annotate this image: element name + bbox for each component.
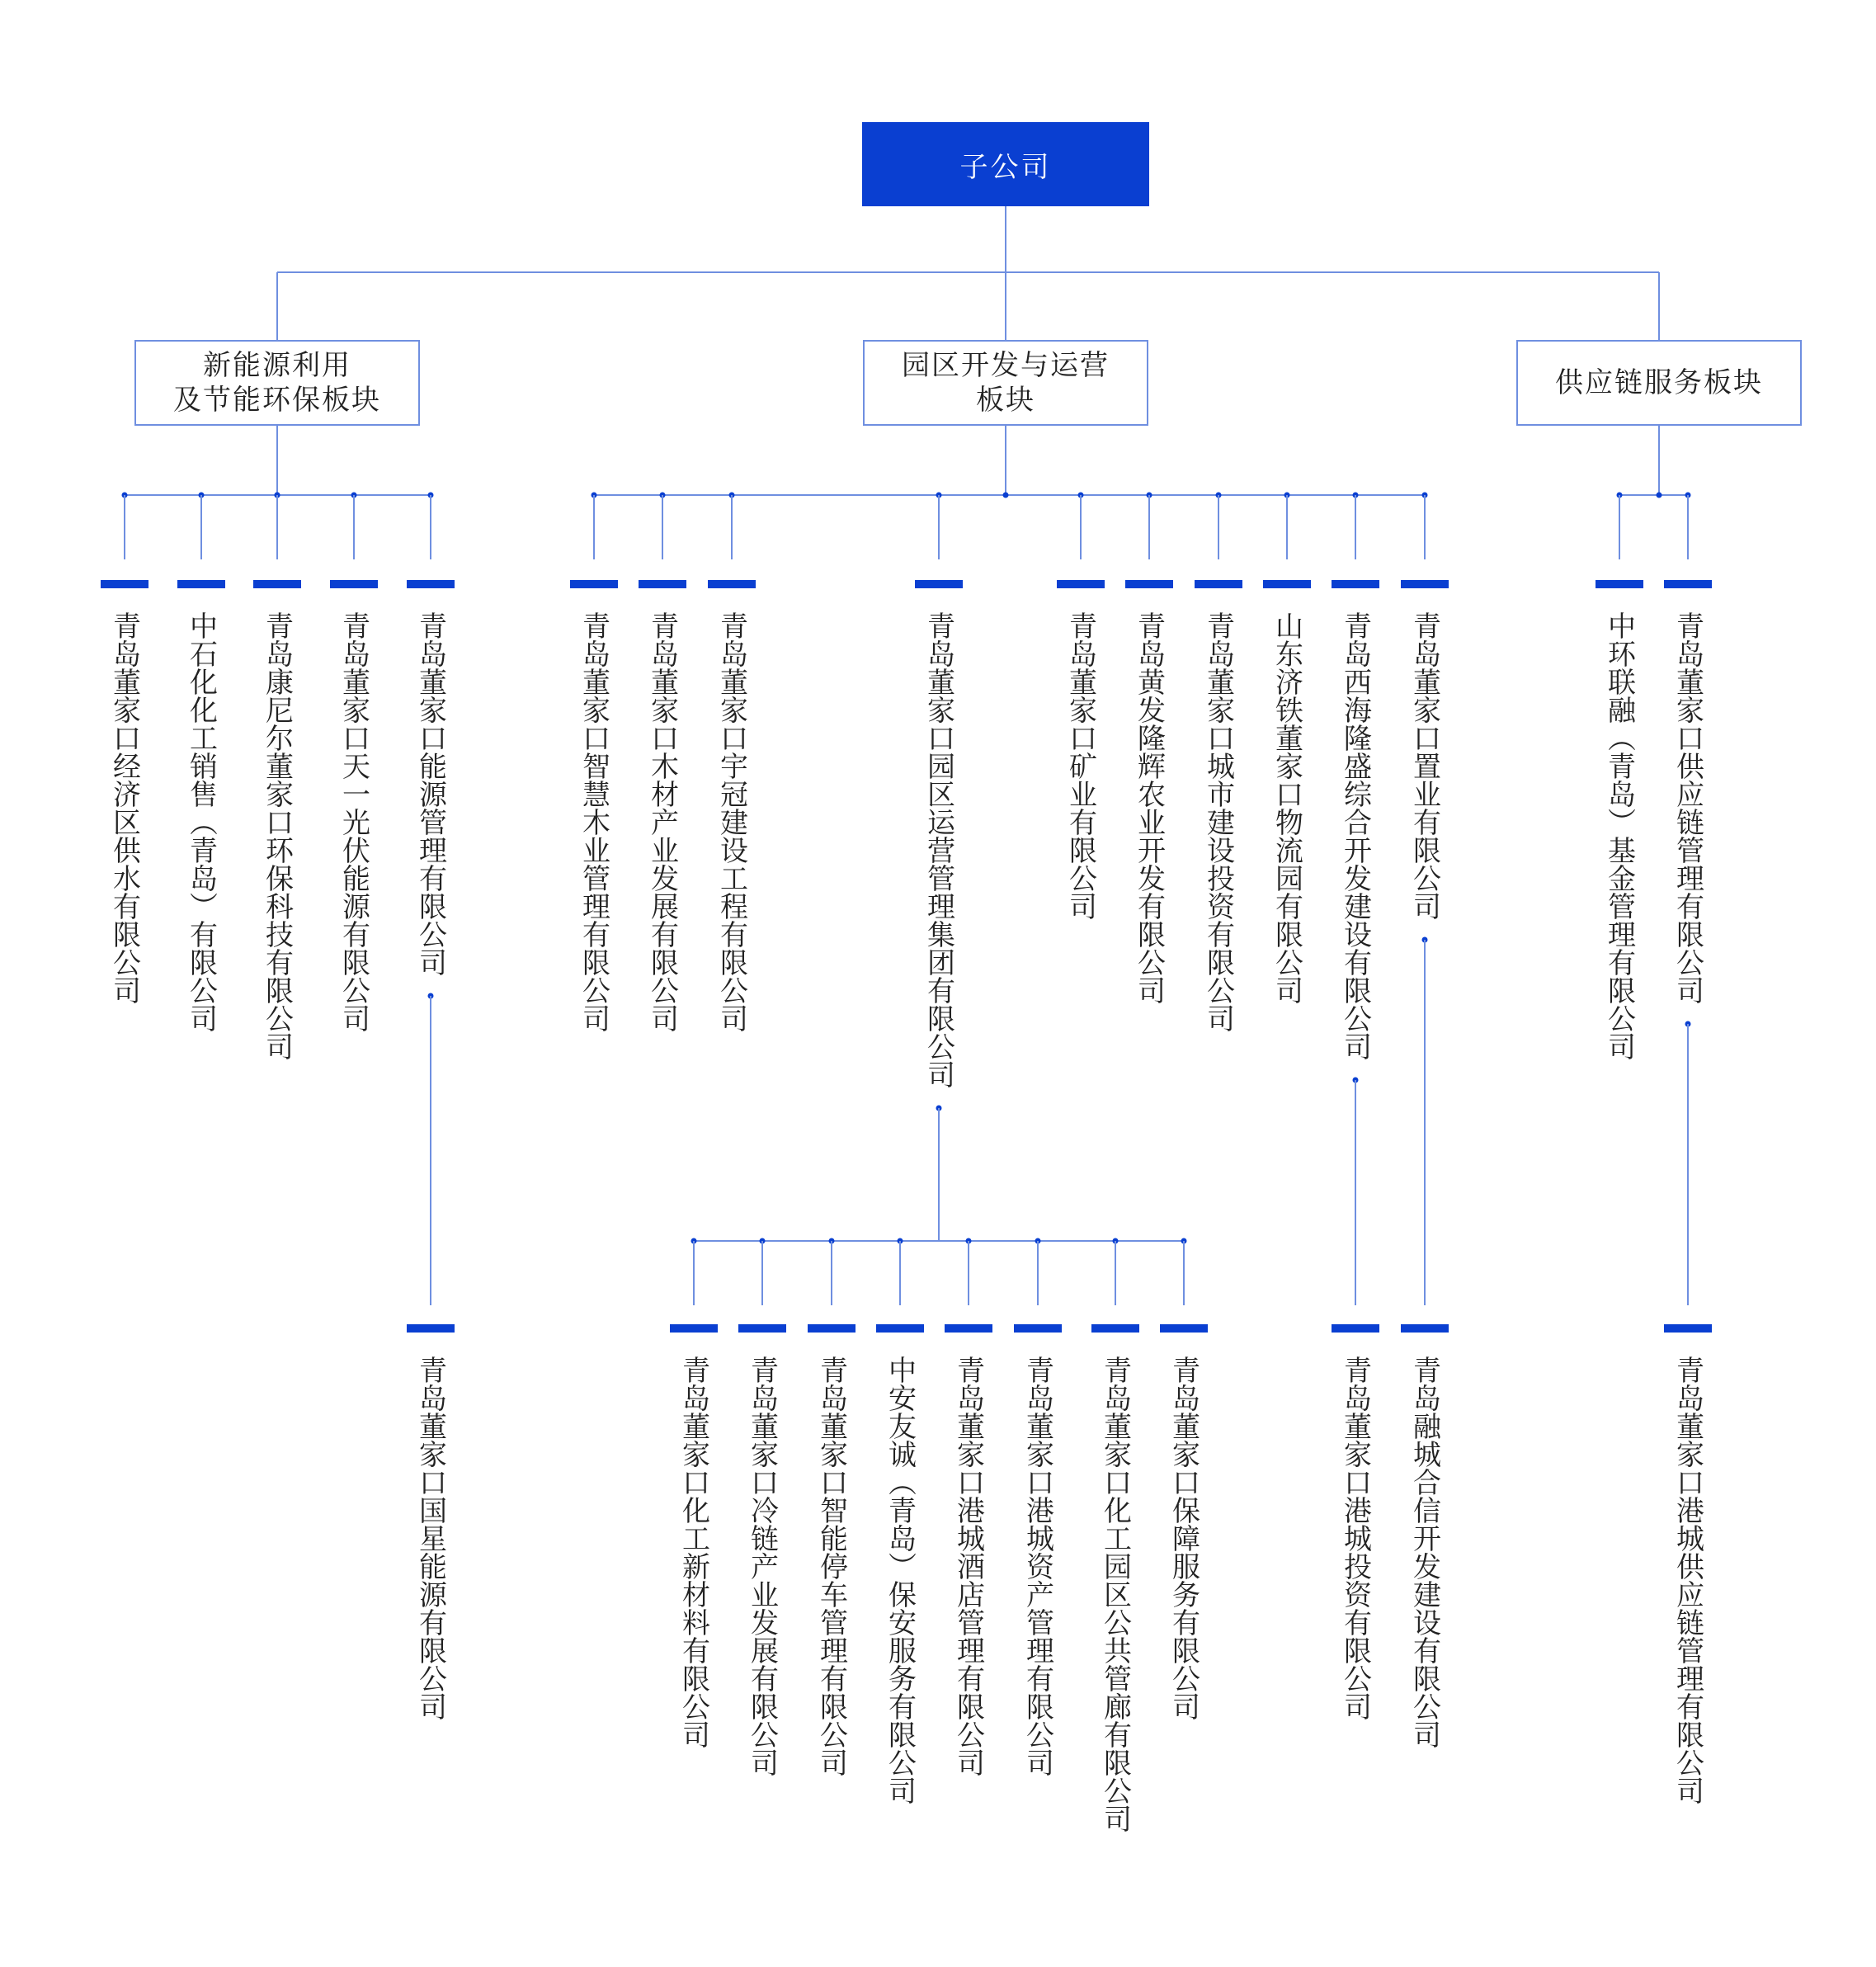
company-name: 青岛董家口能源管理有限公司	[413, 611, 447, 976]
company-marker-bar	[1664, 580, 1712, 588]
company-node	[1195, 580, 1242, 1032]
company-name: 青岛董家口化工园区公共管廊有限公司	[1098, 1356, 1132, 1833]
segment-box-2	[1516, 340, 1802, 426]
company-name: 青岛董家口置业有限公司	[1407, 611, 1441, 920]
company-marker-bar	[1014, 1324, 1062, 1333]
company-marker-bar	[808, 1324, 856, 1333]
company-name: 中安友诚（青岛）保安服务有限公司	[883, 1356, 917, 1804]
company-name: 青岛康尼尔董家口环保科技有限公司	[260, 611, 294, 1060]
company-name: 青岛董家口城市建设投资有限公司	[1201, 611, 1235, 1032]
company-name: 青岛董家口园区运营管理集团有限公司	[922, 611, 955, 1088]
segment-box-1	[863, 340, 1148, 426]
company-marker-bar	[1664, 1324, 1712, 1333]
company-node	[1664, 580, 1712, 1004]
subsidiary-node	[1091, 1324, 1139, 1833]
company-marker-bar	[670, 1324, 718, 1333]
company-name: 青岛董家口智能停车管理有限公司	[814, 1356, 848, 1776]
subsidiary-node	[945, 1324, 992, 1776]
company-marker-bar	[101, 580, 148, 588]
company-marker-bar	[1332, 1324, 1379, 1333]
company-node	[1596, 580, 1643, 1060]
root-node-label: 子公司	[959, 150, 1052, 184]
company-name: 青岛董家口保障服务有限公司	[1167, 1356, 1200, 1720]
company-name: 青岛董家口经济区供水有限公司	[107, 611, 141, 1004]
segment-box-0	[134, 340, 420, 426]
segment-label: 新能源利用 及节能环保板块	[173, 349, 381, 417]
company-marker-bar	[407, 1324, 455, 1333]
company-name: 青岛融城合信开发建设有限公司	[1407, 1356, 1441, 1748]
subsidiary-node	[738, 1324, 786, 1776]
company-marker-bar	[738, 1324, 786, 1333]
company-name: 青岛董家口冷链产业发展有限公司	[745, 1356, 779, 1776]
company-name: 青岛黄发隆辉农业开发有限公司	[1132, 611, 1166, 1004]
company-name: 青岛董家口港城资产管理有限公司	[1020, 1356, 1054, 1776]
company-marker-bar	[1091, 1324, 1139, 1333]
subsidiary-node	[670, 1324, 718, 1748]
subsidiary-node	[407, 1324, 455, 1720]
company-node	[253, 580, 301, 1060]
company-marker-bar	[639, 580, 686, 588]
company-name: 青岛董家口化工新材料有限公司	[676, 1356, 710, 1748]
company-node	[915, 580, 963, 1088]
company-marker-bar	[177, 580, 225, 588]
company-marker-bar	[1401, 1324, 1449, 1333]
company-marker-bar	[915, 580, 963, 588]
company-node	[177, 580, 225, 1032]
subsidiary-node	[1401, 1324, 1449, 1748]
company-node	[708, 580, 756, 1032]
company-marker-bar	[570, 580, 618, 588]
company-name: 青岛董家口木材产业发展有限公司	[645, 611, 679, 1032]
subsidiary-node	[876, 1324, 924, 1804]
company-marker-bar	[1125, 580, 1173, 588]
company-node	[407, 580, 455, 976]
company-marker-bar	[1596, 580, 1643, 588]
company-name: 青岛董家口港城投资有限公司	[1338, 1356, 1372, 1720]
bus-junction-dot	[1003, 493, 1009, 498]
subsidiary-node	[808, 1324, 856, 1776]
company-name: 山东济铁董家口物流园有限公司	[1270, 611, 1303, 1004]
company-marker-bar	[253, 580, 301, 588]
company-marker-bar	[1332, 580, 1379, 588]
company-node	[1401, 580, 1449, 920]
company-node	[570, 580, 618, 1032]
company-marker-bar	[1195, 580, 1242, 588]
company-marker-bar	[1263, 580, 1311, 588]
company-name: 青岛董家口智慧木业管理有限公司	[577, 611, 610, 1032]
company-marker-bar	[945, 1324, 992, 1333]
company-name: 中环联融（青岛）基金管理有限公司	[1602, 611, 1636, 1060]
company-name: 青岛董家口宇冠建设工程有限公司	[714, 611, 748, 1032]
company-node	[1332, 580, 1379, 1060]
company-marker-bar	[876, 1324, 924, 1333]
company-name: 青岛董家口天一光伏能源有限公司	[337, 611, 370, 1032]
company-node	[639, 580, 686, 1032]
company-marker-bar	[330, 580, 378, 588]
company-name: 青岛董家口供应链管理有限公司	[1671, 611, 1704, 1004]
company-name: 青岛西海隆盛综合开发建设有限公司	[1338, 611, 1372, 1060]
company-name: 青岛董家口矿业有限公司	[1063, 611, 1097, 920]
subsidiary-node	[1160, 1324, 1208, 1720]
company-name: 青岛董家口国星能源有限公司	[413, 1356, 447, 1720]
company-node	[1125, 580, 1173, 1004]
segment-label: 供应链服务板块	[1555, 366, 1763, 399]
company-name: 中石化化工销售（青岛）有限公司	[184, 611, 218, 1032]
company-name: 青岛董家口港城供应链管理有限公司	[1671, 1356, 1704, 1804]
company-name: 青岛董家口港城酒店管理有限公司	[951, 1356, 985, 1776]
company-node	[330, 580, 378, 1032]
company-marker-bar	[1057, 580, 1105, 588]
company-node	[1263, 580, 1311, 1004]
subsidiary-node	[1014, 1324, 1062, 1776]
company-marker-bar	[1401, 580, 1449, 588]
subsidiary-node	[1332, 1324, 1379, 1720]
company-marker-bar	[407, 580, 455, 588]
bus-junction-dot	[1657, 493, 1662, 498]
company-marker-bar	[708, 580, 756, 588]
subsidiary-node	[1664, 1324, 1712, 1804]
company-node	[101, 580, 148, 1004]
company-marker-bar	[1160, 1324, 1208, 1333]
company-node	[1057, 580, 1105, 920]
root-node	[862, 122, 1149, 206]
segment-label: 园区开发与运营 板块	[902, 349, 1110, 417]
